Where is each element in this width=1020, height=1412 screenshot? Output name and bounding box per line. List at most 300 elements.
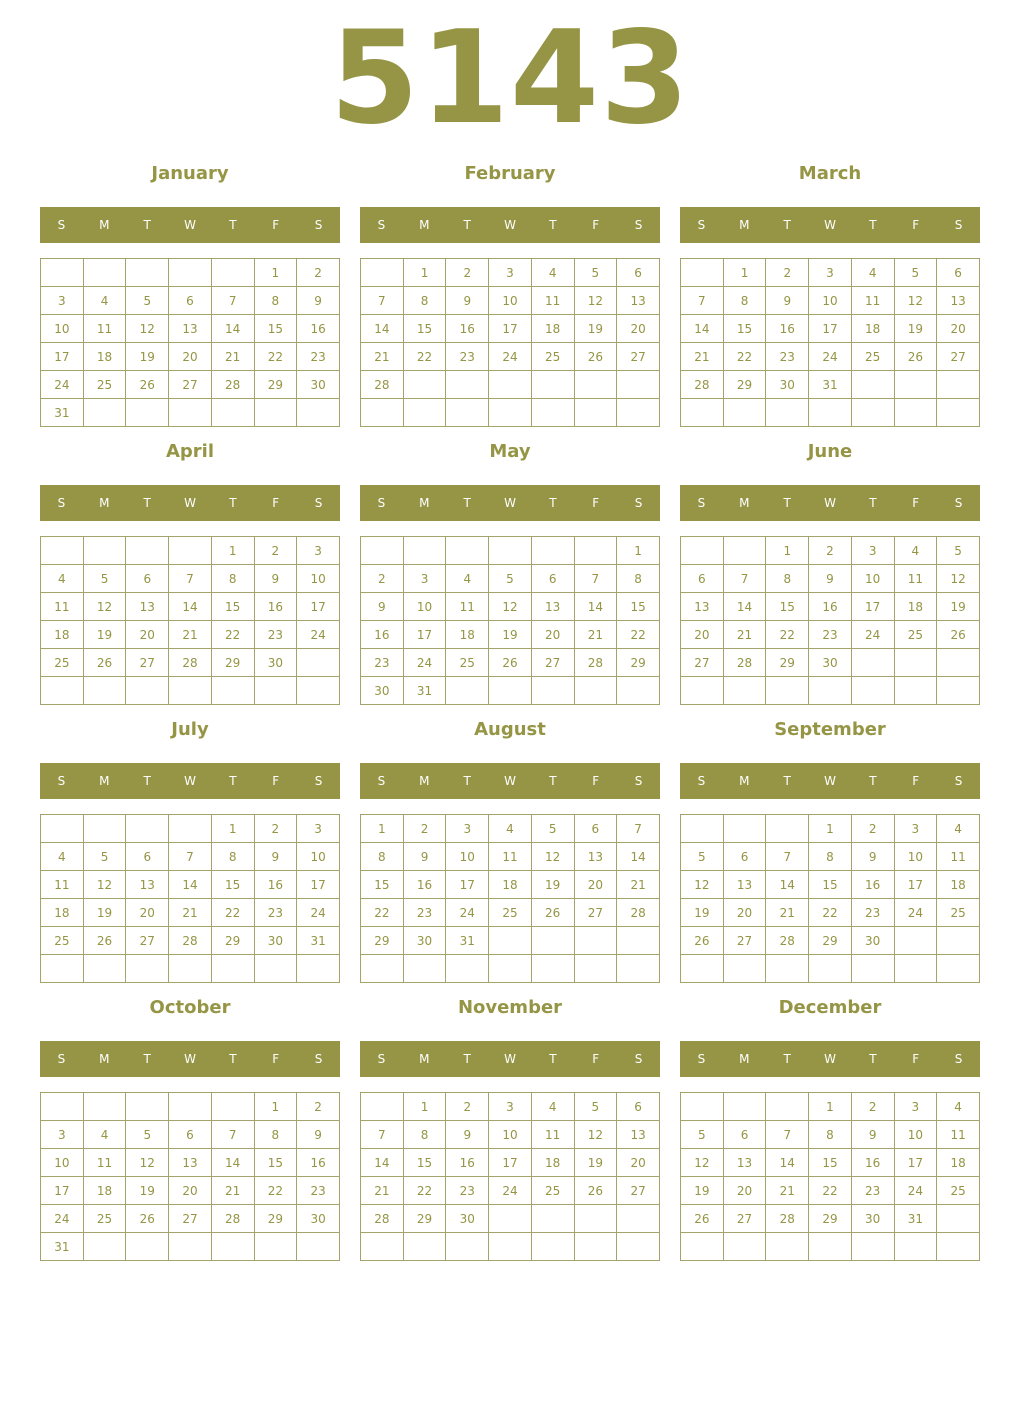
empty-day-cell [489,399,532,427]
day-cell: 24 [446,899,489,927]
day-cell: 31 [894,1205,937,1233]
empty-day-cell [41,259,84,287]
empty-day-cell [83,815,126,843]
day-cell: 2 [254,537,297,565]
week-row [361,259,660,287]
empty-day-cell [574,537,617,565]
empty-day-cell [83,677,126,705]
weekday-header [40,1041,340,1077]
empty-day-cell [809,677,852,705]
empty-day-cell [83,537,126,565]
empty-day-cell [169,537,212,565]
day-cell: 1 [403,1093,446,1121]
week-row [681,815,980,843]
empty-day-cell [617,1233,660,1261]
day-cell: 4 [83,287,126,315]
week-row [41,315,340,343]
week-row [681,1149,980,1177]
weekday-label: S [697,496,706,510]
day-cell: 11 [83,315,126,343]
empty-day-cell [211,677,254,705]
empty-day-cell [617,927,660,955]
day-cell: 5 [681,843,724,871]
weekday-header [360,763,660,799]
day-cell: 6 [617,259,660,287]
day-cell: 12 [894,287,937,315]
week-row [361,843,660,871]
week-row [361,1093,660,1121]
weekday-label: M [419,496,430,510]
day-grid [360,1092,660,1261]
empty-day-cell [937,955,980,983]
day-cell: 2 [403,815,446,843]
week-row [681,1205,980,1233]
empty-day-cell [766,955,809,983]
empty-day-cell [531,955,574,983]
week-row [41,677,340,705]
weekday-label: T [143,774,151,788]
day-cell: 20 [169,1177,212,1205]
weekday-label: F [912,496,920,510]
day-cell: 30 [254,649,297,677]
day-cell: 12 [126,1149,169,1177]
weekday-label: M [739,218,750,232]
day-cell: 1 [766,537,809,565]
weekday-label: W [824,496,836,510]
day-cell: 8 [723,287,766,315]
day-grid [40,258,340,427]
empty-day-cell [297,649,340,677]
day-cell: 8 [211,565,254,593]
weekday-label: W [504,1052,516,1066]
day-cell: 5 [937,537,980,565]
empty-day-cell [937,927,980,955]
empty-day-cell [169,677,212,705]
empty-day-cell [254,955,297,983]
week-row [681,259,980,287]
weekday-header [360,207,660,243]
empty-day-cell [254,1233,297,1261]
day-cell: 19 [937,593,980,621]
day-cell: 2 [446,1093,489,1121]
weekday-label: T [143,1052,151,1066]
month-name: June [807,441,853,462]
week-row [681,565,980,593]
empty-day-cell [617,371,660,399]
empty-day-cell [617,1205,660,1233]
week-row [41,899,340,927]
day-cell: 5 [126,287,169,315]
day-cell: 20 [723,1177,766,1205]
day-cell: 30 [766,371,809,399]
day-grid [680,814,980,983]
weekday-label: F [272,1052,280,1066]
day-cell: 19 [83,899,126,927]
week-row [361,1149,660,1177]
day-cell: 12 [126,315,169,343]
weekday-label: T [783,1052,791,1066]
day-cell: 21 [211,1177,254,1205]
day-cell: 29 [403,1205,446,1233]
day-cell: 17 [489,1149,532,1177]
week-row [681,399,980,427]
day-cell: 21 [211,343,254,371]
day-cell: 15 [617,593,660,621]
empty-day-cell [169,399,212,427]
day-cell: 24 [41,371,84,399]
day-cell: 1 [617,537,660,565]
weekday-label: S [314,496,323,510]
day-cell: 15 [809,1149,852,1177]
weekday-label: S [377,774,386,788]
weekday-label: M [739,496,750,510]
day-cell: 8 [617,565,660,593]
day-cell: 9 [297,287,340,315]
day-cell: 16 [254,871,297,899]
day-cell: 21 [617,871,660,899]
day-cell: 26 [531,899,574,927]
day-cell: 23 [254,621,297,649]
empty-day-cell [937,677,980,705]
day-cell: 5 [83,843,126,871]
empty-day-cell [403,371,446,399]
day-cell: 10 [403,593,446,621]
day-cell: 8 [809,843,852,871]
week-row [361,1121,660,1149]
weekday-label: T [783,774,791,788]
day-cell: 25 [894,621,937,649]
day-cell: 23 [766,343,809,371]
weekday-label: M [99,774,110,788]
week-row [681,927,980,955]
weekday-label: S [57,1052,66,1066]
empty-day-cell [361,1093,404,1121]
empty-day-cell [723,399,766,427]
day-cell: 28 [169,927,212,955]
day-cell: 13 [126,871,169,899]
weekday-label: W [824,1052,836,1066]
empty-day-cell [41,537,84,565]
day-cell: 17 [894,871,937,899]
weekday-label: S [954,1052,963,1066]
weekday-label: F [272,774,280,788]
week-row [41,815,340,843]
day-cell: 7 [617,815,660,843]
day-cell: 2 [766,259,809,287]
day-grid [680,536,980,705]
day-cell: 5 [894,259,937,287]
day-cell: 27 [681,649,724,677]
empty-day-cell [681,677,724,705]
day-cell: 6 [531,565,574,593]
day-cell: 5 [83,565,126,593]
empty-day-cell [894,371,937,399]
day-cell: 1 [809,1093,852,1121]
weekday-label: T [463,774,471,788]
day-cell: 18 [83,343,126,371]
weekday-label: S [697,1052,706,1066]
day-grid [680,1092,980,1261]
empty-day-cell [126,259,169,287]
month-name: February [464,163,556,184]
weekday-label: T [143,218,151,232]
empty-day-cell [169,259,212,287]
weekday-label: M [739,1052,750,1066]
day-cell: 17 [41,343,84,371]
day-cell: 21 [169,899,212,927]
day-cell: 21 [574,621,617,649]
empty-day-cell [766,399,809,427]
weekday-label: T [869,774,877,788]
day-cell: 7 [211,287,254,315]
day-cell: 26 [574,1177,617,1205]
day-cell: 26 [574,343,617,371]
empty-day-cell [894,1233,937,1261]
day-cell: 9 [446,287,489,315]
empty-day-cell [681,399,724,427]
day-cell: 15 [403,1149,446,1177]
day-cell: 15 [723,315,766,343]
empty-day-cell [169,955,212,983]
week-row [681,899,980,927]
day-grid [360,258,660,427]
week-row [41,871,340,899]
day-cell: 19 [126,343,169,371]
day-grid [360,536,660,705]
week-row [41,371,340,399]
month-name: October [149,997,231,1018]
day-cell: 27 [126,927,169,955]
empty-day-cell [766,677,809,705]
week-row [681,371,980,399]
day-cell: 9 [403,843,446,871]
day-cell: 18 [894,593,937,621]
weekday-label: W [184,1052,196,1066]
week-row [681,843,980,871]
empty-day-cell [489,1233,532,1261]
empty-day-cell [489,1205,532,1233]
week-row [681,1093,980,1121]
day-cell: 31 [41,399,84,427]
month-name: November [457,997,563,1018]
day-cell: 19 [574,1149,617,1177]
weekday-label: S [57,496,66,510]
week-row [681,593,980,621]
day-cell: 3 [446,815,489,843]
day-cell: 9 [361,593,404,621]
day-cell: 21 [361,1177,404,1205]
empty-day-cell [446,537,489,565]
day-cell: 30 [851,927,894,955]
weekday-label: F [592,1052,600,1066]
day-cell: 10 [41,1149,84,1177]
empty-day-cell [617,955,660,983]
day-cell: 22 [254,1177,297,1205]
empty-day-cell [211,955,254,983]
month-name: July [171,719,209,740]
day-cell: 29 [361,927,404,955]
day-cell: 16 [446,315,489,343]
empty-day-cell [851,1233,894,1261]
empty-day-cell [894,649,937,677]
empty-day-cell [446,677,489,705]
day-cell: 3 [297,537,340,565]
day-cell: 18 [531,1149,574,1177]
day-cell: 14 [681,315,724,343]
empty-day-cell [531,1205,574,1233]
week-row [41,1233,340,1261]
day-cell: 26 [681,1205,724,1233]
weekday-label: T [463,1052,471,1066]
day-cell: 14 [169,593,212,621]
day-cell: 10 [851,565,894,593]
day-cell: 5 [489,565,532,593]
empty-day-cell [403,1233,446,1261]
weekday-label: S [634,1052,643,1066]
weekday-label: S [954,218,963,232]
day-cell: 23 [851,899,894,927]
day-cell: 11 [489,843,532,871]
day-cell: 29 [766,649,809,677]
day-cell: 19 [83,621,126,649]
weekday-label: S [57,218,66,232]
weekday-label: S [377,218,386,232]
empty-day-cell [297,1233,340,1261]
weekday-header [360,485,660,521]
week-row [41,1177,340,1205]
day-cell: 12 [574,1121,617,1149]
day-cell: 1 [403,259,446,287]
day-cell: 25 [531,1177,574,1205]
month-name: April [165,441,215,462]
day-cell: 4 [41,565,84,593]
empty-day-cell [41,955,84,983]
day-cell: 5 [531,815,574,843]
empty-day-cell [126,537,169,565]
day-cell: 26 [894,343,937,371]
day-cell: 24 [809,343,852,371]
day-cell: 25 [446,649,489,677]
empty-day-cell [574,1233,617,1261]
week-row [41,927,340,955]
day-cell: 27 [617,343,660,371]
weekday-label: W [504,218,516,232]
day-cell: 27 [169,1205,212,1233]
empty-day-cell [211,399,254,427]
weekday-label: F [272,496,280,510]
week-row [41,1205,340,1233]
month-name: May [489,441,531,462]
week-row [361,315,660,343]
empty-day-cell [83,1093,126,1121]
weekday-header [40,485,340,521]
day-cell: 29 [254,371,297,399]
day-cell: 24 [403,649,446,677]
day-cell: 8 [809,1121,852,1149]
empty-day-cell [126,1233,169,1261]
day-cell: 25 [41,927,84,955]
week-row [361,343,660,371]
day-cell: 3 [297,815,340,843]
day-cell: 9 [851,1121,894,1149]
empty-day-cell [681,537,724,565]
day-cell: 10 [446,843,489,871]
day-cell: 10 [809,287,852,315]
day-cell: 2 [851,815,894,843]
empty-day-cell [851,649,894,677]
day-cell: 22 [617,621,660,649]
day-cell: 28 [681,371,724,399]
week-row [681,871,980,899]
day-cell: 27 [531,649,574,677]
weekday-header [680,1041,980,1077]
day-cell: 4 [937,1093,980,1121]
day-cell: 31 [446,927,489,955]
day-cell: 7 [361,1121,404,1149]
week-row [361,815,660,843]
day-cell: 31 [41,1233,84,1261]
weekday-label: W [504,774,516,788]
empty-day-cell [574,1205,617,1233]
weekday-label: T [229,218,237,232]
weekday-header [40,763,340,799]
weekday-header [40,207,340,243]
day-cell: 13 [169,1149,212,1177]
day-cell: 10 [41,315,84,343]
weekday-label: F [272,218,280,232]
empty-day-cell [361,399,404,427]
empty-day-cell [446,955,489,983]
day-cell: 25 [937,899,980,927]
weekday-label: W [824,774,836,788]
day-cell: 14 [361,1149,404,1177]
day-cell: 23 [297,1177,340,1205]
weekday-label: M [419,218,430,232]
day-cell: 7 [169,843,212,871]
day-cell: 23 [297,343,340,371]
day-cell: 10 [297,843,340,871]
empty-day-cell [126,1093,169,1121]
empty-day-cell [681,1233,724,1261]
day-cell: 12 [489,593,532,621]
week-row [41,343,340,371]
week-row [361,1205,660,1233]
day-cell: 9 [254,565,297,593]
day-cell: 14 [766,871,809,899]
day-cell: 8 [254,287,297,315]
weekday-label: S [954,496,963,510]
day-cell: 25 [83,1205,126,1233]
weekday-label: T [783,218,791,232]
day-cell: 20 [126,899,169,927]
day-cell: 3 [809,259,852,287]
day-cell: 1 [809,815,852,843]
day-cell: 11 [83,1149,126,1177]
day-cell: 11 [851,287,894,315]
empty-day-cell [531,1233,574,1261]
week-row [681,343,980,371]
day-cell: 22 [211,621,254,649]
day-cell: 4 [446,565,489,593]
day-grid [360,814,660,983]
day-grid [40,1092,340,1261]
empty-day-cell [126,815,169,843]
day-cell: 9 [297,1121,340,1149]
day-cell: 10 [297,565,340,593]
day-cell: 29 [617,649,660,677]
day-cell: 7 [766,843,809,871]
day-cell: 17 [297,871,340,899]
